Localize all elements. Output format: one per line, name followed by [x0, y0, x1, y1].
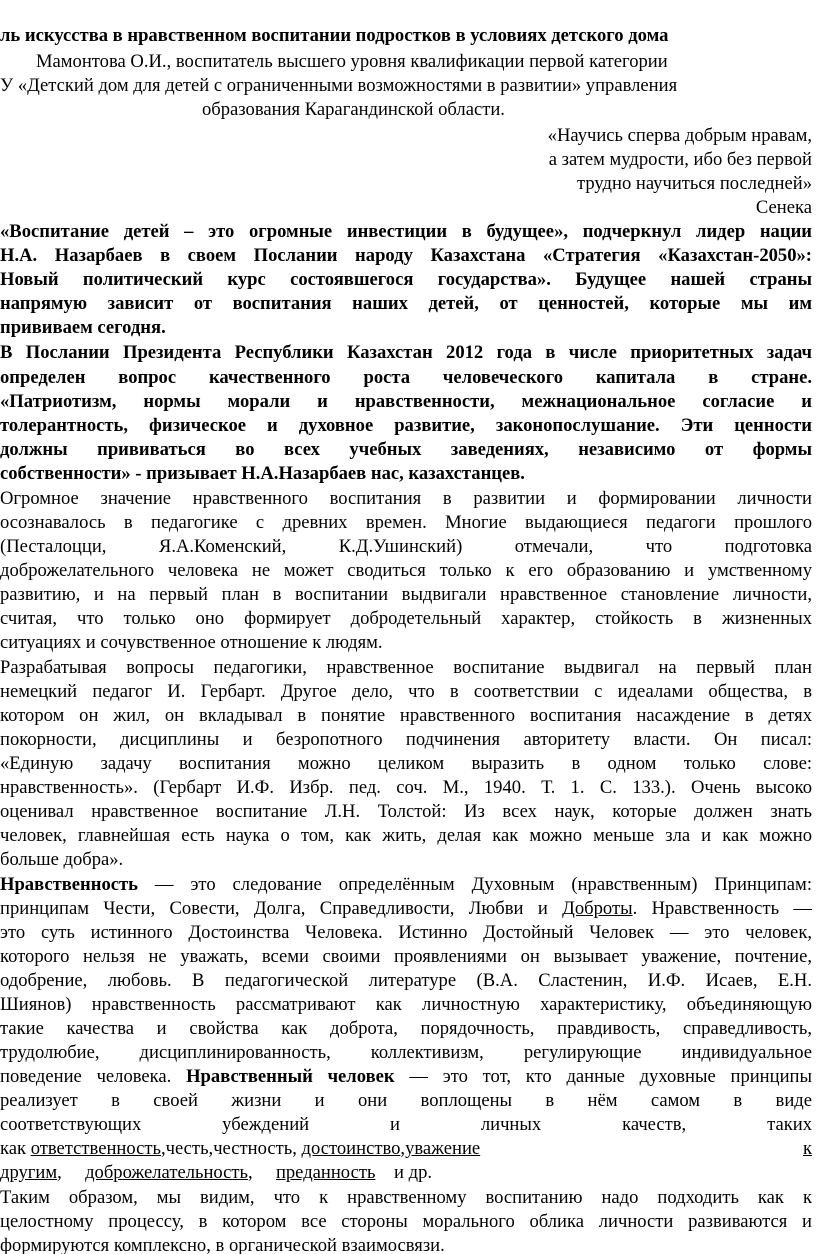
para3-line: доброжелательного человека не может сводиться только к его образованию и умственному	[0, 560, 812, 581]
para4-line: нравственность». (Гербарт И.Ф. Избр. пед. соч. М., 1940. Т. 1. С. 133.). Очень высоко	[0, 777, 812, 798]
para6-line: целостному процессу, в котором все стороны морального облика личности развиваются и	[0, 1211, 812, 1232]
doc-author: Мамонтова О.И., воспитатель высшего уровня квалификации первой категории	[36, 51, 668, 72]
link-responsibility[interactable]: ответственность	[30, 1138, 161, 1159]
para5-text: — это тот, кто данные духовные принципы	[394, 1066, 812, 1087]
para4-line: немецкий педагог И. Гербарт. Другое дело, что в соответствии с идеалами общества, в	[0, 681, 812, 702]
para5-line-10: реализует в своей жизни и они воплощены в нём самом в виде	[0, 1090, 812, 1111]
epigraph-line-2: а затем мудрости, ибо без первой	[548, 149, 812, 170]
para5-text: как	[0, 1138, 31, 1159]
doc-org-line-2: образования Карагандинской области.	[202, 99, 505, 120]
link-others[interactable]: другим	[0, 1162, 58, 1183]
link-kindness[interactable]: Доброты	[562, 898, 633, 919]
bold-para1-line: Новый политический курс состоявшегося государства». Будущее нашей страны	[0, 269, 812, 290]
bold-para2-line: должны прививаться во всех учебных заведениях, независимо от формы	[0, 439, 812, 460]
para5-line-4: которого нельзя не уважать, всеми своими проявлениями он вызывает уважение, почтение,	[0, 946, 812, 967]
epigraph-line-3: трудно научиться последней»	[577, 173, 812, 194]
para5-line-13	[0, 1161, 432, 1186]
para5-text: ,	[248, 1162, 253, 1183]
bold-para1-line: прививаем сегодня.	[0, 317, 166, 338]
para5-text: ,честь,честность,	[160, 1138, 302, 1159]
para5-line-8: трудолюбие, дисциплинированность, коллективизм, регулирующие индивидуальное	[0, 1042, 812, 1063]
para5-line-12	[0, 1137, 812, 1162]
bold-para1-line: напрямую зависит от воспитания наших детей, от ценностей, которые мы им	[0, 293, 812, 314]
para5-text: принципам Чести, Совести, Долга, Справедливости, Любви и	[0, 898, 563, 919]
doc-title: ль искусства в нравственном воспитании подростков в условиях детского дома	[0, 25, 669, 46]
bold-para2-line: толерантность, физическое и духовное развитие, законопослушание. Эти ценности	[0, 415, 812, 436]
para5-text: . Нравственность —	[632, 898, 812, 919]
para6-line: формируются комплексно, в органической взаимосвязи.	[0, 1235, 445, 1254]
para6-line: Таким образом, мы видим, что к нравственному воспитанию надо подходить как к	[0, 1187, 812, 1208]
para3-line: развитию, и на первый план в воспитании выдвигали нравственное становление личности,	[0, 584, 812, 605]
para5-line-3: это суть истинного Достоинства Человека. Истинно Достойный Человек — это человек,	[0, 922, 812, 943]
para3-line: ситуациях и сочувственное отношение к людям.	[0, 632, 383, 653]
bold-para1-line: Н.А. Назарбаев в своем Послании народу Казахстана «Стратегия «Казахстан-2050»:	[0, 245, 812, 266]
term-morality: Нравственность	[0, 874, 138, 895]
bold-para2-line: В Послании Президента Республики Казахстан 2012 года в числе приоритетных задач	[0, 342, 812, 363]
para4-line: Разрабатывая вопросы педагогики, нравственное воспитание выдвигал на первый план	[0, 657, 812, 678]
doc-org-line-1: У «Детский дом для детей с ограниченными возможностями в развитии» управления	[0, 75, 678, 96]
para5-text: поведение человека.	[0, 1066, 187, 1087]
bold-para2-line: «Патриотизм, нормы морали и нравственности, межнациональное согласие и	[0, 391, 812, 412]
bold-para2-line: определен вопрос качественного роста человеческого капитала в стране.	[0, 367, 812, 388]
para5-text: — это следование определённым Духовным (нравственным) Принципам:	[138, 874, 812, 895]
para4-line: «Единую задачу воспитания можно целиком выразить в одном только слове:	[0, 753, 812, 774]
link-respect[interactable]: уважение	[405, 1138, 481, 1159]
para5-line-7: такие качества и свойства как доброта, порядочность, правдивость, справедливость,	[0, 1018, 812, 1039]
link-devotion[interactable]: преданность	[275, 1162, 376, 1183]
para3-line: (Песталоцци, Я.А.Коменский, К.Д.Ушинский) отмечали, что подготовка	[0, 536, 812, 557]
link-dignity[interactable]: достоинство	[301, 1138, 401, 1159]
epigraph-line-1: «Научись сперва добрым нравам,	[547, 125, 812, 146]
para5-line-6: Шиянов) нравственность рассматривают как личностную характеристику, объединяющую	[0, 994, 812, 1015]
epigraph-author: Сенека	[755, 197, 812, 218]
para5-line-2	[0, 897, 812, 922]
para5-text: и др.	[394, 1162, 433, 1183]
para4-line: покорности, дисциплины и безропотного подчинения авторитету власти. Он писал:	[0, 729, 812, 750]
para3-line: Огромное значение нравственного воспитания в развитии и формировании личности	[0, 488, 812, 509]
para5-text: ,	[400, 1138, 406, 1159]
link-to[interactable]: к	[802, 1138, 812, 1159]
para3-line: осознавалось в педагогике с древних времен. Многие выдающиеся педагоги прошлого	[0, 512, 812, 533]
para4-line: оценивал нравственное воспитание Л.Н. Толстой: Из всех наук, которые должен знать	[0, 801, 812, 822]
bold-para1-line: «Воспитание детей – это огромные инвестиции в будущее», подчеркнул лидер нации	[0, 221, 812, 242]
bold-para2-line: собственности» - призывает Н.А.Назарбаев нас, казахстанцев.	[0, 463, 525, 484]
link-benevolence[interactable]: доброжелательность	[85, 1162, 249, 1183]
para5-line-9	[0, 1065, 812, 1090]
para4-line: человек, главнейшая есть наука о том, как жить, делая как можно меньше зла и как можно	[0, 825, 812, 846]
para4-line: больше добра».	[0, 849, 124, 870]
para5-text: ,	[57, 1162, 62, 1183]
para4-line: котором он жил, он вкладывал в понятие нравственного воспитания насаждение в детях	[0, 705, 812, 726]
para3-line: считая, что только оно формирует добродетельный характер, стойкость в жизненных	[0, 608, 812, 629]
para5-line-5: одобрение, любовь. В педагогической литературе (В.А. Сластенин, И.Ф. Исаев, Е.Н.	[0, 970, 812, 991]
para5-line-11: соответствующих убеждений и личных качеств, таких	[0, 1114, 812, 1135]
term-moral-person: Нравственный человек	[186, 1066, 395, 1087]
para5-line-1	[0, 873, 812, 898]
